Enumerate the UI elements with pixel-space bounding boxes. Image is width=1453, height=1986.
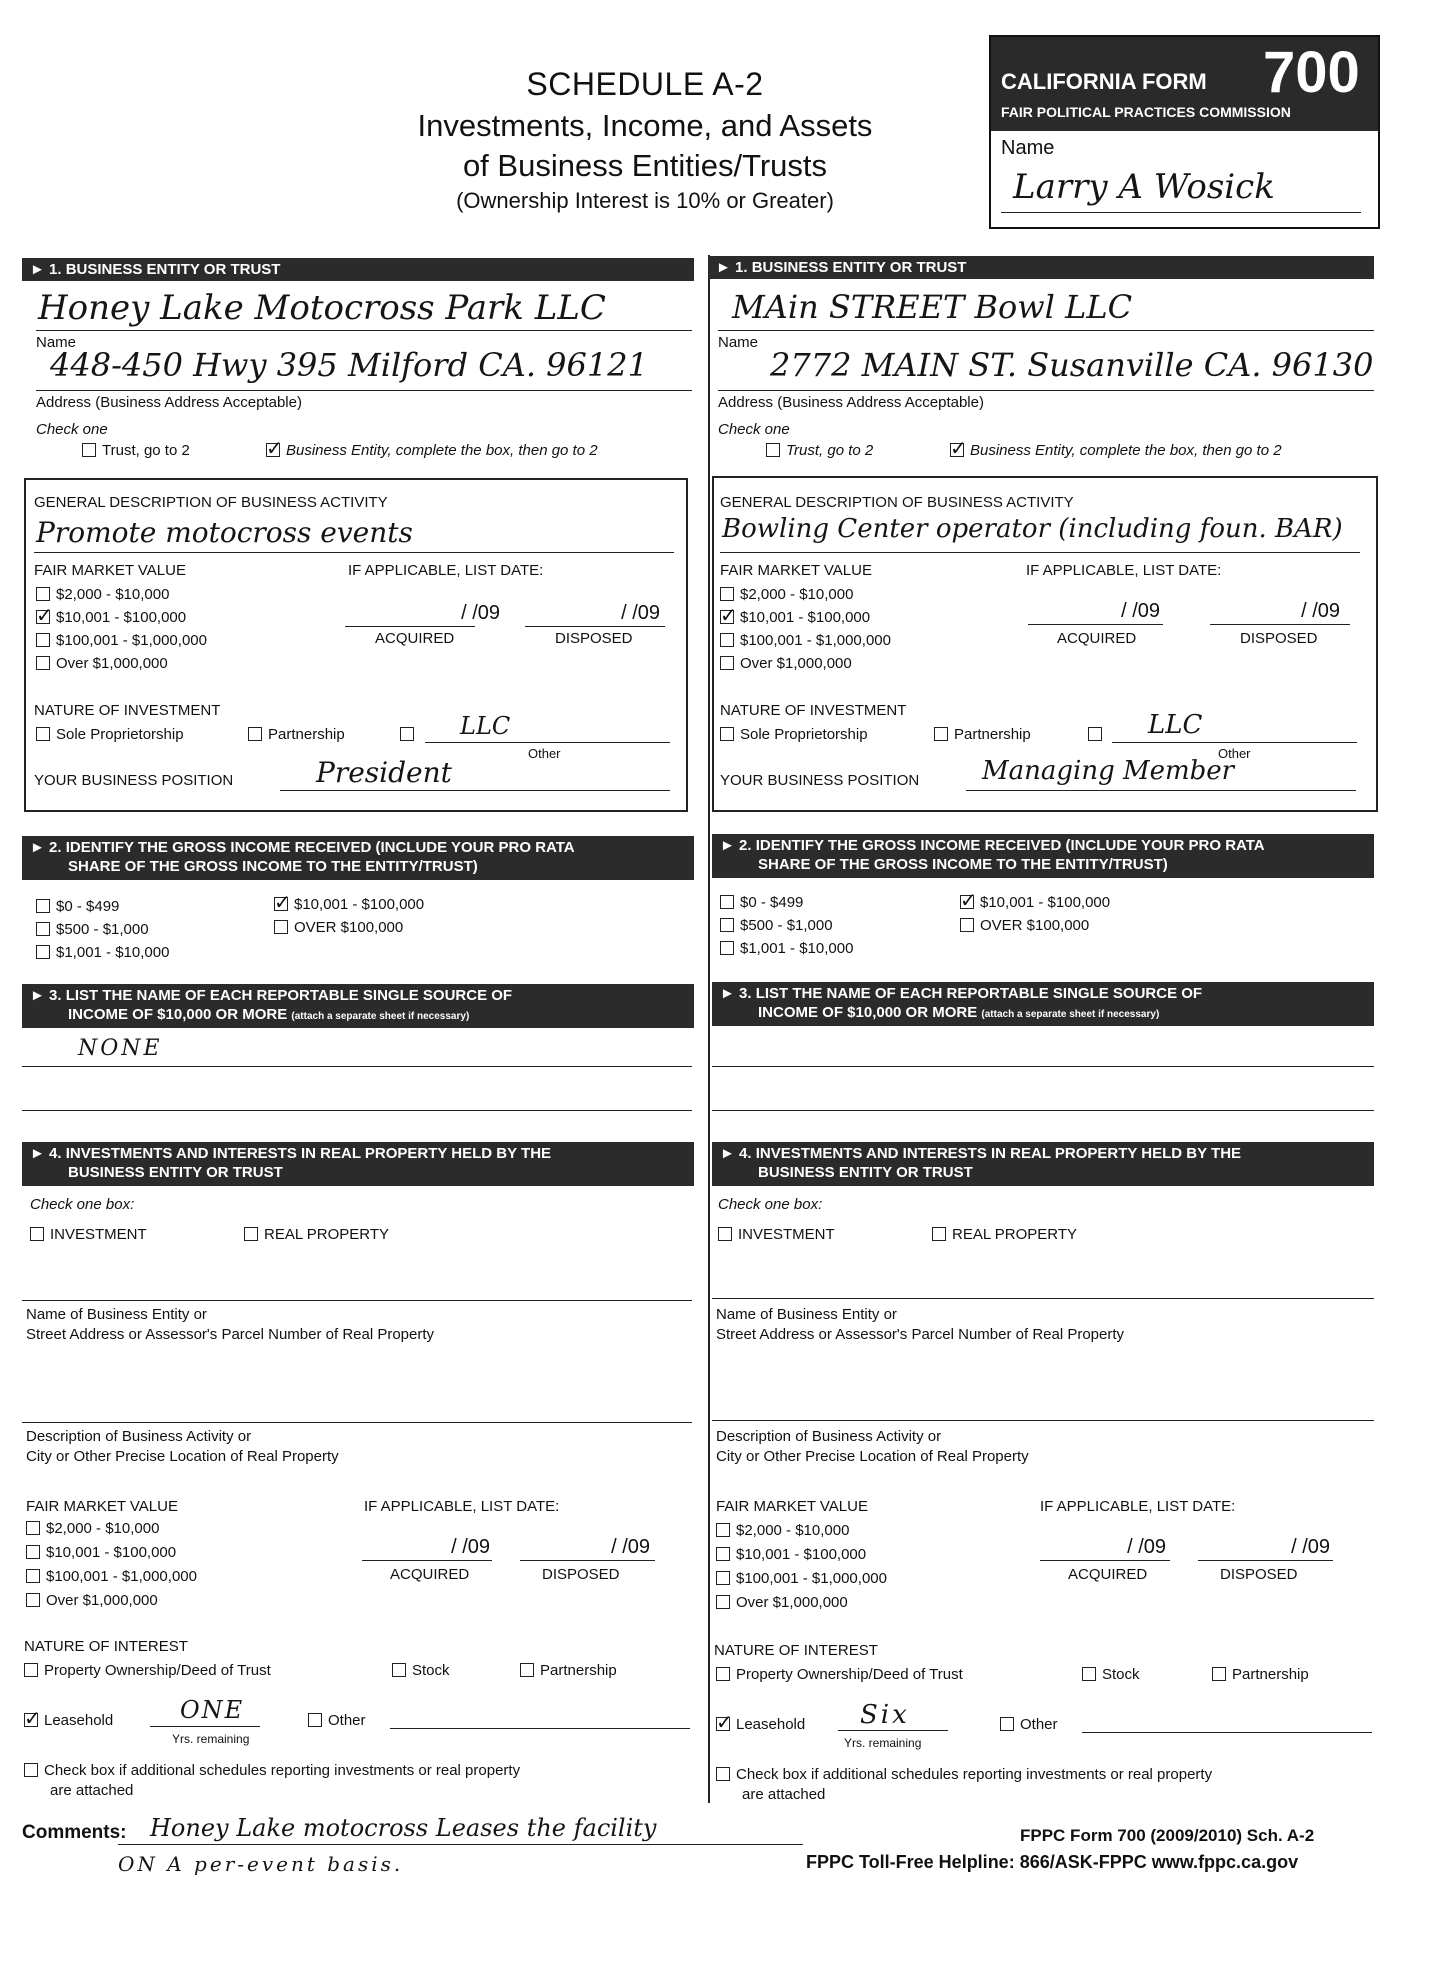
right-check-add[interactable]: Check box if additional schedules reporting investments or real property xyxy=(716,1766,1212,1783)
left-check-one-box: Check one box: xyxy=(30,1196,135,1213)
left-other[interactable] xyxy=(400,726,420,743)
right-sec4-desc-line xyxy=(712,1420,1374,1421)
left-address-line xyxy=(36,390,692,391)
left-name-label: Name xyxy=(36,334,77,351)
right-description[interactable]: Bowling Center operator (including foun. BAR) xyxy=(722,514,1343,544)
right-address-line xyxy=(718,390,1374,391)
filer-name[interactable]: Larry A Wosick xyxy=(1013,167,1275,207)
left-check-add-2: are attached xyxy=(50,1782,134,1799)
left-inc-3[interactable]: $1,001 - $10,000 xyxy=(36,944,169,961)
title-line3: (Ownership Interest is 10% or Greater) xyxy=(456,188,834,213)
left-realprop-option[interactable]: REAL PROPERTY xyxy=(244,1226,389,1243)
left-sec1-bar: ► 1. BUSINESS ENTITY OR TRUST xyxy=(22,258,694,281)
left-position-label: YOUR BUSINESS POSITION xyxy=(34,772,234,789)
comments-line1[interactable]: Honey Lake motocross Leases the facility xyxy=(150,1814,657,1842)
right-inc-4[interactable]: ✓$10,001 - $100,000 xyxy=(960,894,1110,911)
form-700-box xyxy=(989,35,1380,229)
left-partnership[interactable]: Partnership xyxy=(248,726,345,743)
left-fmv-3[interactable]: $100,001 - $1,000,000 xyxy=(36,632,207,649)
right-column xyxy=(708,256,1374,279)
left-lease-line xyxy=(150,1726,260,1727)
right-disp4-date[interactable]: / /09 xyxy=(1291,1536,1330,1558)
right-sec1-bar: ► 1. BUSINESS ENTITY OR TRUST xyxy=(708,256,1374,279)
left-trust-checkbox[interactable] xyxy=(82,443,96,457)
left-inc-1[interactable]: $0 - $499 xyxy=(36,898,119,915)
right-business-option[interactable]: ✓ Business Entity, complete the box, then go to 2 xyxy=(950,442,1282,459)
name-label: Name xyxy=(1001,137,1055,159)
left-name-entity-2: Street Address or Assessor's Parcel Number of Real Property xyxy=(26,1326,435,1343)
right-check-add-2: are attached xyxy=(742,1786,826,1803)
right-name-entity-2: Street Address or Assessor's Parcel Number of Real Property xyxy=(716,1326,1125,1343)
right-check-one: Check one xyxy=(718,421,790,438)
right-acq-line xyxy=(1028,624,1163,625)
left-sec4-desc-line xyxy=(22,1422,692,1423)
left-fmv-label: FAIR MARKET VALUE xyxy=(34,562,186,579)
left-fmv-2[interactable]: ✓$10,001 - $100,000 xyxy=(36,609,186,626)
left-name-line xyxy=(36,330,692,331)
form-box-header xyxy=(991,37,1378,131)
right-name-line xyxy=(718,330,1374,331)
form-title: CALIFORNIA FORM xyxy=(1001,69,1207,94)
right-sec4-bar: ► 4. INVESTMENTS AND INTERESTS IN REAL PROPERTY HELD BY THE BUSINESS ENTITY OR TRUST xyxy=(712,1142,1374,1186)
right-other4-line xyxy=(1082,1732,1372,1733)
right-disposed-date[interactable]: / /09 xyxy=(1301,600,1340,622)
right-fmv-label: FAIR MARKET VALUE xyxy=(720,562,872,579)
right-other4[interactable]: Other xyxy=(1000,1716,1058,1733)
right-inc-2[interactable]: $500 - $1,000 xyxy=(720,917,833,934)
left-yrs-label: Yrs. remaining xyxy=(172,1732,250,1746)
left-disposed-label: DISPOSED xyxy=(555,630,633,647)
right-inc-3[interactable]: $1,001 - $10,000 xyxy=(720,940,853,957)
right-acquired-date[interactable]: / /09 xyxy=(1121,600,1160,622)
left-leasehold[interactable]: ✓Leasehold xyxy=(24,1712,113,1729)
left-sec3-value[interactable]: NONE xyxy=(78,1036,163,1061)
right-investment-option[interactable]: INVESTMENT xyxy=(718,1226,835,1243)
left-acquired-label: ACQUIRED xyxy=(375,630,455,647)
left-fmv4-label: FAIR MARKET VALUE xyxy=(26,1498,178,1515)
right-fmv4-4[interactable]: Over $1,000,000 xyxy=(716,1594,848,1611)
right-fmv4-1[interactable]: $2,000 - $10,000 xyxy=(716,1522,849,1539)
right-name-entity-1: Name of Business Entity or xyxy=(716,1306,897,1323)
right-fmv-2[interactable]: ✓$10,001 - $100,000 xyxy=(720,609,870,626)
left-sec3-line2 xyxy=(22,1110,692,1111)
left-gen-desc-label: GENERAL DESCRIPTION OF BUSINESS ACTIVITY xyxy=(34,494,388,511)
left-business-checkbox[interactable] xyxy=(266,443,280,457)
right-desc-2: City or Other Precise Location of Real Property xyxy=(716,1448,1029,1465)
right-fmv4-label: FAIR MARKET VALUE xyxy=(716,1498,868,1515)
right-yrs-label: Yrs. remaining xyxy=(844,1736,922,1750)
right-if-applicable: IF APPLICABLE, LIST DATE: xyxy=(1026,562,1222,579)
left-fmv-4[interactable]: Over $1,000,000 xyxy=(36,655,168,672)
right-inc-1[interactable]: $0 - $499 xyxy=(720,894,803,911)
name-underline xyxy=(1001,212,1361,213)
left-sole-prop[interactable]: Sole Proprietorship xyxy=(36,726,184,743)
left-sec4-bar: ► 4. INVESTMENTS AND INTERESTS IN REAL PROPERTY HELD BY THE BUSINESS ENTITY OR TRUST xyxy=(22,1142,694,1186)
left-position[interactable]: President xyxy=(316,756,452,789)
left-fmv4-1[interactable]: $2,000 - $10,000 xyxy=(26,1520,159,1537)
form-number: 700 xyxy=(1263,40,1360,105)
left-other4[interactable]: Other xyxy=(308,1712,366,1729)
helpline: FPPC Toll-Free Helpline: 866/ASK-FPPC www.fppc.ca.gov xyxy=(806,1852,1299,1872)
left-sec2-bar: ► 2. IDENTIFY THE GROSS INCOME RECEIVED (INCLUDE YOUR PRO RATA SHARE OF THE GROSS INCOME TO THE ENTITY/TRUST) xyxy=(22,836,694,880)
right-fmv4-2[interactable]: $10,001 - $100,000 xyxy=(716,1546,866,1563)
right-disp4-line xyxy=(1198,1560,1333,1561)
left-fmv-1[interactable]: $2,000 - $10,000 xyxy=(36,586,169,603)
right-disp4-label: DISPOSED xyxy=(1220,1566,1298,1583)
left-inc-2[interactable]: $500 - $1,000 xyxy=(36,921,149,938)
left-acq4-label: ACQUIRED xyxy=(390,1566,470,1583)
left-acquired-date[interactable]: / /09 xyxy=(461,602,500,624)
right-partnership4[interactable]: Partnership xyxy=(1212,1666,1309,1683)
left-acq4-date[interactable]: / /09 xyxy=(451,1536,490,1558)
left-disp4-line xyxy=(520,1560,655,1561)
right-fmv-3[interactable]: $100,001 - $1,000,000 xyxy=(720,632,891,649)
right-acquired-label: ACQUIRED xyxy=(1057,630,1137,647)
right-disposed-label: DISPOSED xyxy=(1240,630,1318,647)
right-fmv-1[interactable]: $2,000 - $10,000 xyxy=(720,586,853,603)
right-position-line xyxy=(966,790,1356,791)
right-acq4-date[interactable]: / /09 xyxy=(1127,1536,1166,1558)
left-acq4-line xyxy=(362,1560,492,1561)
left-other4-line xyxy=(390,1728,690,1729)
left-other-label: Other xyxy=(528,746,561,761)
right-desc-line xyxy=(720,552,1360,553)
right-sole-prop[interactable]: Sole Proprietorship xyxy=(720,726,868,743)
right-other-line xyxy=(1112,742,1357,743)
left-acq-line xyxy=(345,626,475,627)
title-line1: Investments, Income, and Assets xyxy=(417,108,873,143)
right-gen-desc-label: GENERAL DESCRIPTION OF BUSINESS ACTIVITY xyxy=(720,494,1074,511)
left-inc-5[interactable]: OVER $100,000 xyxy=(274,919,403,936)
right-prop-own[interactable]: Property Ownership/Deed of Trust xyxy=(716,1666,963,1683)
right-trust-option[interactable]: Trust, go to 2 xyxy=(766,442,873,459)
left-trust-option[interactable]: Trust, go to 2 xyxy=(82,442,190,459)
right-acq4-label: ACQUIRED xyxy=(1068,1566,1148,1583)
left-column xyxy=(22,258,694,281)
left-desc-line xyxy=(34,552,674,553)
right-acq4-line xyxy=(1040,1560,1170,1561)
left-address[interactable]: 448-450 Hwy 395 Milford CA. 96121 xyxy=(50,346,648,384)
left-if-applicable: IF APPLICABLE, LIST DATE: xyxy=(348,562,544,579)
right-nature-inv-label: NATURE OF INVESTMENT xyxy=(720,702,907,719)
left-sec3-bar: ► 3. LIST THE NAME OF EACH REPORTABLE SINGLE SOURCE OF INCOME OF $10,000 OR MORE (attach a separate sheet if necessary) xyxy=(22,984,694,1028)
right-other[interactable] xyxy=(1088,726,1108,743)
right-sec3-line2 xyxy=(712,1110,1374,1111)
right-check-one-box: Check one box: xyxy=(718,1196,823,1213)
right-inc-5[interactable]: OVER $100,000 xyxy=(960,917,1089,934)
right-name-label: Name xyxy=(718,334,759,351)
left-lease-years[interactable]: ONE xyxy=(180,1696,245,1724)
right-sec3-bar: ► 3. LIST THE NAME OF EACH REPORTABLE SINGLE SOURCE OF INCOME OF $10,000 OR MORE (attach a separate sheet if necessary) xyxy=(712,982,1374,1026)
right-address[interactable]: 2772 MAIN ST. Susanville CA. 96130 xyxy=(770,346,1374,384)
right-desc-1: Description of Business Activity or xyxy=(716,1428,942,1445)
left-prop-own[interactable]: Property Ownership/Deed of Trust xyxy=(24,1662,271,1679)
right-position[interactable]: Managing Member xyxy=(982,756,1235,786)
left-desc-1: Description of Business Activity or xyxy=(26,1428,252,1445)
left-fmv4-2[interactable]: $10,001 - $100,000 xyxy=(26,1544,176,1561)
right-lease-line xyxy=(838,1730,948,1731)
right-entity-name[interactable]: MAin STREET Bowl LLC xyxy=(732,288,1133,326)
right-sec4-name-line xyxy=(712,1298,1374,1299)
left-fmv4-4[interactable]: Over $1,000,000 xyxy=(26,1592,158,1609)
right-fmv4-3[interactable]: $100,001 - $1,000,000 xyxy=(716,1570,887,1587)
left-position-line xyxy=(280,790,670,791)
left-name-entity-1: Name of Business Entity or xyxy=(26,1306,207,1323)
right-disp-line xyxy=(1210,624,1350,625)
right-address-label: Address (Business Address Acceptable) xyxy=(718,394,984,411)
right-sec3-line1 xyxy=(712,1066,1374,1067)
schedule-title: SCHEDULE A-2 xyxy=(526,66,764,102)
title-line2: of Business Entities/Trusts xyxy=(462,148,828,183)
left-other-text[interactable]: LLC xyxy=(460,712,511,740)
left-sec4-name-line xyxy=(22,1300,692,1301)
right-partnership[interactable]: Partnership xyxy=(934,726,1031,743)
comments-underline xyxy=(118,1844,803,1845)
right-leasehold[interactable]: ✓Leasehold xyxy=(716,1716,805,1733)
left-business-option[interactable]: ✓ Business Entity, complete the box, then go to 2 xyxy=(266,442,598,459)
left-address-label: Address (Business Address Acceptable) xyxy=(36,394,302,411)
column-divider xyxy=(708,255,710,1803)
left-partnership4[interactable]: Partnership xyxy=(520,1662,617,1679)
comments-line2[interactable]: ON A per-event basis. xyxy=(118,1852,404,1876)
form-reference: FPPC Form 700 (2009/2010) Sch. A-2 xyxy=(1020,1826,1315,1845)
right-other-label: Other xyxy=(1218,746,1251,761)
left-nature-inv-label: NATURE OF INVESTMENT xyxy=(34,702,221,719)
right-nature-int-label: NATURE OF INTEREST xyxy=(714,1642,878,1659)
left-if-applicable4: IF APPLICABLE, LIST DATE: xyxy=(364,1498,560,1515)
right-if-applicable4: IF APPLICABLE, LIST DATE: xyxy=(1040,1498,1236,1515)
form-commission: FAIR POLITICAL PRACTICES COMMISSION xyxy=(1001,104,1291,120)
left-investment-option[interactable]: INVESTMENT xyxy=(30,1226,147,1243)
right-other-text[interactable]: LLC xyxy=(1148,710,1203,740)
left-disposed-date[interactable]: / /09 xyxy=(621,602,660,624)
left-stock[interactable]: Stock xyxy=(392,1662,450,1679)
left-desc-2: City or Other Precise Location of Real Property xyxy=(26,1448,339,1465)
right-position-label: YOUR BUSINESS POSITION xyxy=(720,772,920,789)
left-other-line xyxy=(425,742,670,743)
left-fmv4-3[interactable]: $100,001 - $1,000,000 xyxy=(26,1568,197,1585)
left-inc-4[interactable]: ✓$10,001 - $100,000 xyxy=(274,896,424,913)
left-disp4-label: DISPOSED xyxy=(542,1566,620,1583)
left-description[interactable]: Promote motocross events xyxy=(36,516,413,549)
comments-label: Comments: xyxy=(22,1822,127,1843)
right-realprop-option[interactable]: REAL PROPERTY xyxy=(932,1226,1077,1243)
left-check-one: Check one xyxy=(36,421,108,438)
left-disp-line xyxy=(525,626,665,627)
left-entity-name[interactable]: Honey Lake Motocross Park LLC xyxy=(38,288,606,328)
left-disp4-date[interactable]: / /09 xyxy=(611,1536,650,1558)
right-sec2-bar: ► 2. IDENTIFY THE GROSS INCOME RECEIVED (INCLUDE YOUR PRO RATA SHARE OF THE GROSS INCOME TO THE ENTITY/TRUST) xyxy=(712,834,1374,878)
left-sec3-line1 xyxy=(22,1066,692,1067)
right-lease-years[interactable]: Six xyxy=(860,1700,910,1730)
right-fmv-4[interactable]: Over $1,000,000 xyxy=(720,655,852,672)
right-stock[interactable]: Stock xyxy=(1082,1666,1140,1683)
left-nature-int-label: NATURE OF INTEREST xyxy=(24,1638,188,1655)
left-check-add[interactable]: Check box if additional schedules reporting investments or real property xyxy=(24,1762,520,1779)
